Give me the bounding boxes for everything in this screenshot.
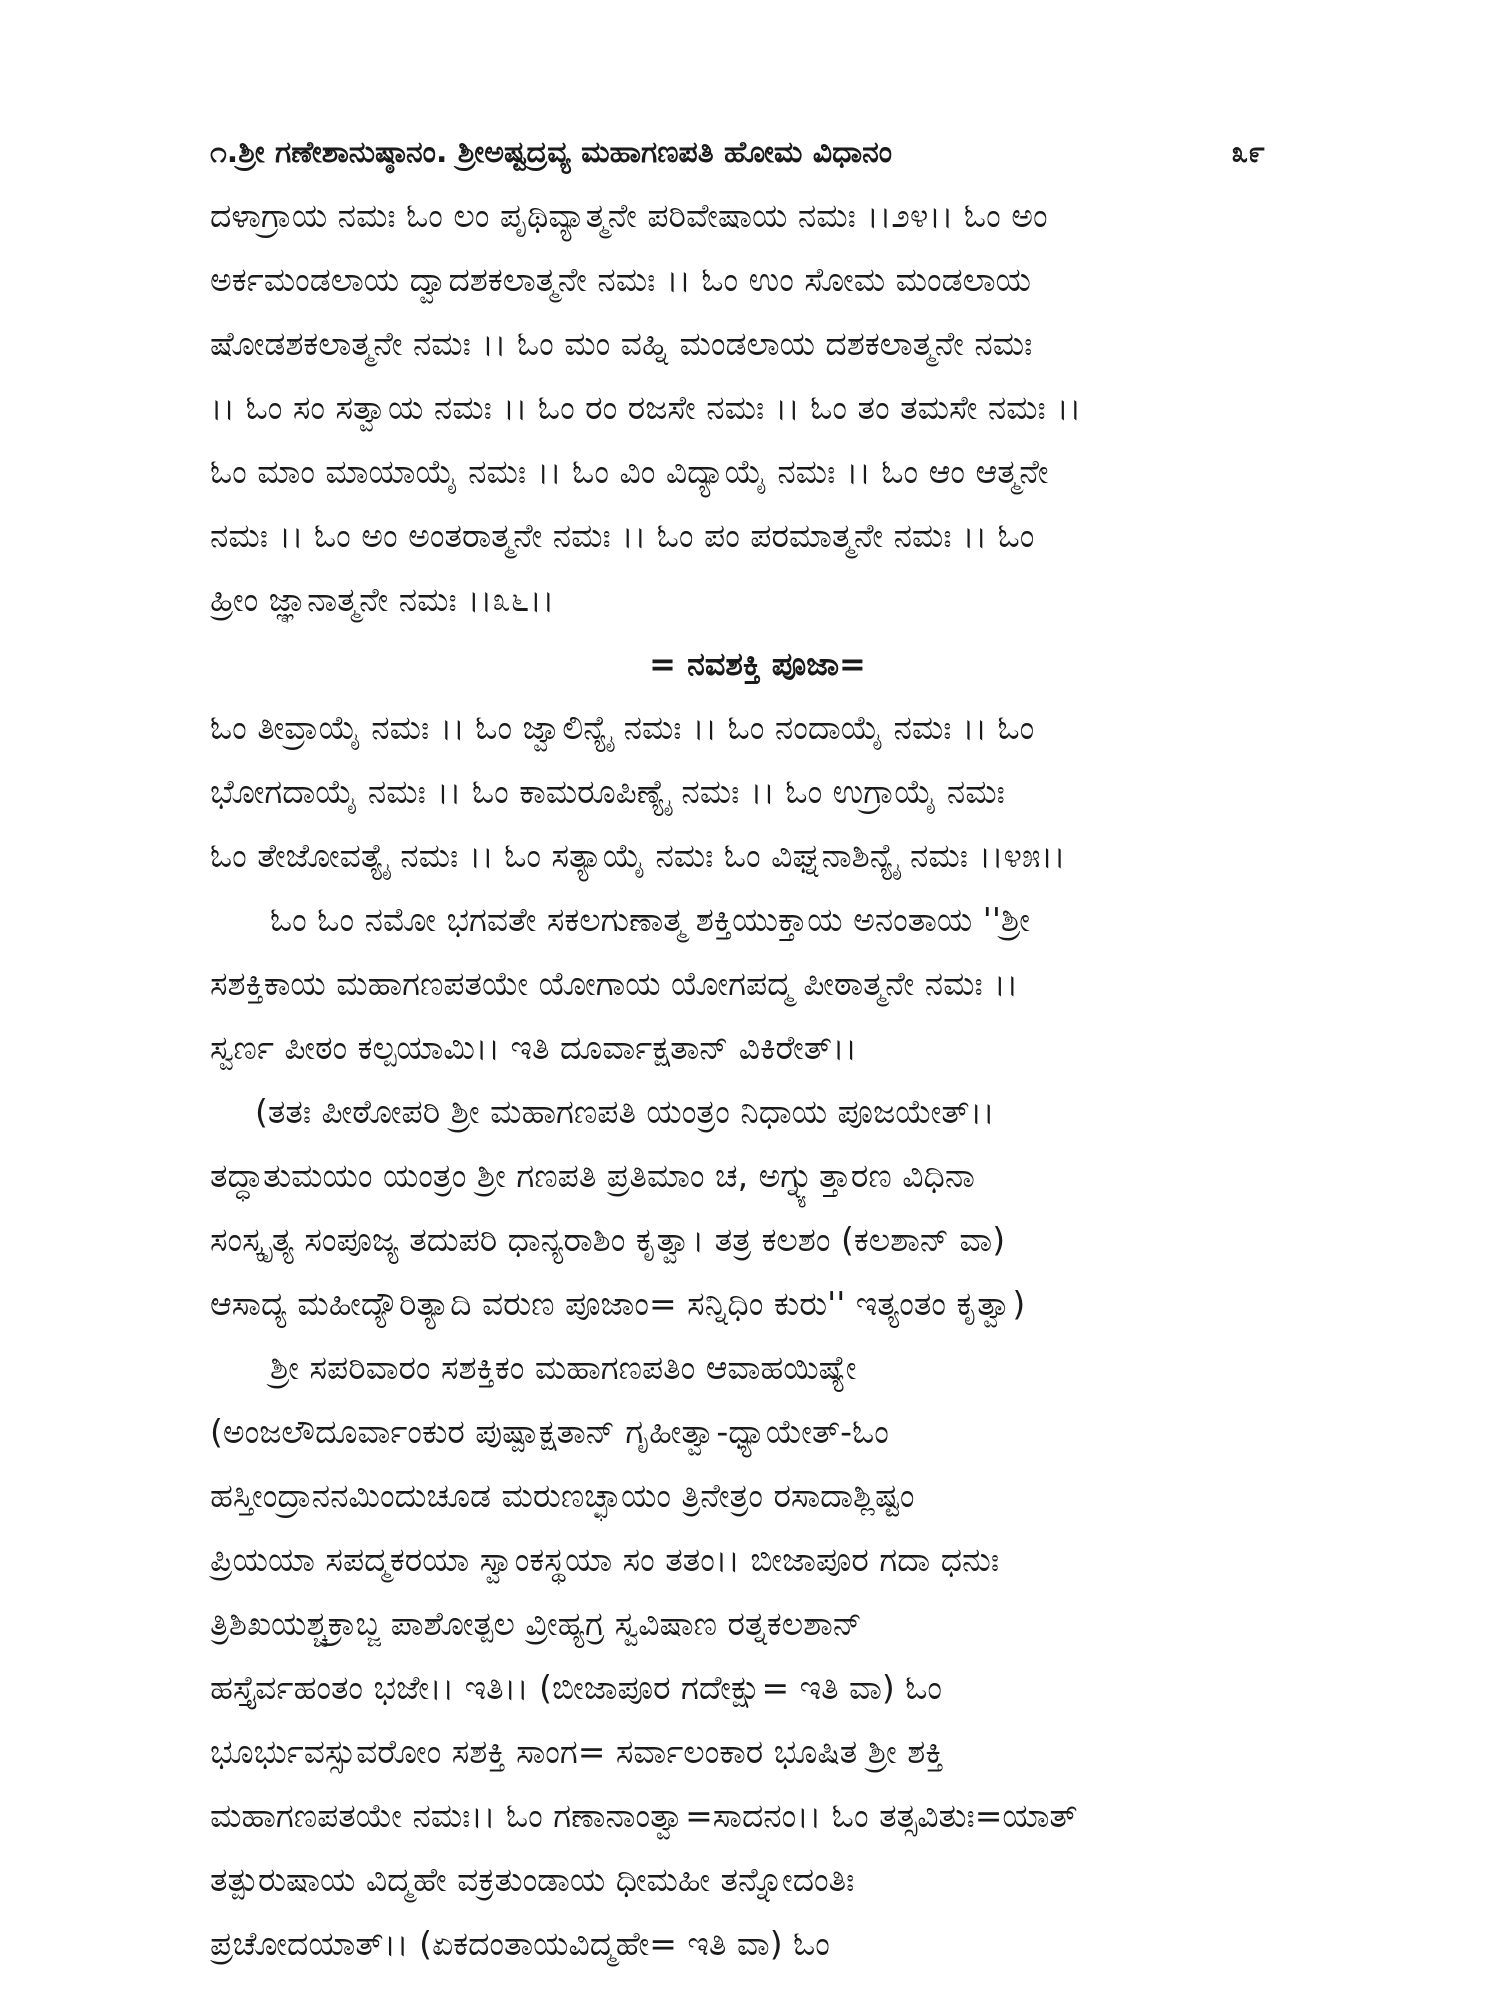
text-line: ಸ್ವರ್ಣ ಪೀಠಂ ಕಲ್ಪಯಾಮಿ।। ಇತಿ ದೂರ್ವಾಕ್ಷತಾನ್ ವಿಕಿರೇತ್।।: [210, 1028, 858, 1067]
text-line: ಓಂ ತೇಜೋವತ್ಯೈ ನಮಃ ।। ಓಂ ಸತ್ಯಾಯೈ ನಮಃ ಓಂ ವಿಘ್ನನಾಶಿನ್ಯೈ ನಮಃ ।।೪೫।।: [210, 836, 1066, 875]
text-line: ನಮಃ ।। ಓಂ ಅಂ ಅಂತರಾತ್ಮನೇ ನಮಃ ।। ಓಂ ಪಂ ಪರಮಾತ್ಮನೇ ನಮಃ ।। ಓಂ: [210, 516, 1035, 555]
book-page: [210, 135, 1305, 1976]
text-line: ಸಶಕ್ತಿಕಾಯ ಮಹಾಗಣಪತಯೇ ಯೋಗಾಯ ಯೋಗಪದ್ಮ ಪೀಠಾತ್ಮನೇ ನಮಃ ।।: [210, 964, 1019, 1003]
text-line: ತ್ರಿಶಿಖಯಶ್ಚಕ್ರಾಬ್ಜ ಪಾಶೋತ್ಪಲ ವ್ರೀಹ್ಯಗ್ರ ಸ್ವವಿಷಾಣ ರತ್ನಕಲಶಾನ್: [210, 1604, 862, 1643]
text-line: ।। ಓಂ ಸಂ ಸತ್ವಾಯ ನಮಃ ।। ಓಂ ರಂ ರಜಸೇ ನಮಃ ।। ಓಂ ತಂ ತಮಸೇ ನಮಃ ।।: [210, 388, 1082, 427]
text-line: ಸಂಸ್ಕೃತ್ಯ ಸಂಪೂಜ್ಯ ತದುಪರಿ ಧಾನ್ಯರಾಶಿಂ ಕೃತ್ವಾ। ತತ್ರ ಕಲಶಂ (ಕಲಶಾನ್ ವಾ): [210, 1220, 1006, 1259]
text-line: ಭೋಗದಾಯೈ ನಮಃ ।। ಓಂ ಕಾಮರೂಪಿಣ್ಯೈ ನಮಃ ।। ಓಂ ಉಗ್ರಾಯೈ ನಮಃ: [210, 772, 1005, 811]
text-line: ಷೋಡಶಕಲಾತ್ಮನೇ ನಮಃ ।। ಓಂ ಮಂ ವಹ್ನಿ ಮಂಡಲಾಯ ದಶಕಲಾತ್ಮನೇ ನಮಃ: [210, 324, 1033, 363]
running-header: [210, 135, 1305, 170]
page-number: ೩೯: [1231, 135, 1265, 170]
text-line: ಹ್ರೀಂ ಜ್ಞಾನಾತ್ಮನೇ ನಮಃ ।।೩೬।।: [210, 580, 555, 619]
section-heading: = ನವಶಕ್ತಿ ಪೂಜಾ=: [649, 645, 866, 683]
text-line: ಓಂ ಓಂ ನಮೋ ಭಗವತೇ ಸಕಲಗುಣಾತ್ಮ ಶಕ್ತಿಯುಕ್ತಾಯ ಅನಂತಾಯ ''ಶ್ರೀ: [270, 900, 1030, 939]
text-line: (ತತಃ ಪೀಠೋಪರಿ ಶ್ರೀ ಮಹಾಗಣಪತಿ ಯಂತ್ರಂ ನಿಧಾಯ ಪೂಜಯೇತ್।।: [255, 1092, 995, 1131]
text-line: ಆಸಾದ್ಯ ಮಹೀದ್ಯೌರಿತ್ಯಾದಿ ವರುಣ ಪೂಜಾಂ= ಸನ್ನಿಧಿಂ ಕುರು'' ಇತ್ಯಂತಂ ಕೃತ್ವಾ): [210, 1284, 1026, 1323]
text-line: ಶ್ರೀ ಸಪರಿವಾರಂ ಸಶಕ್ತಿಕಂ ಮಹಾಗಣಪತಿಂ ಆವಾಹಯಿಷ್ಯೇ: [270, 1348, 857, 1387]
text-line: ಹಸ್ತೈರ್ವಹಂತಂ ಭಜೇ।। ಇತಿ।। (ಬೀಜಾಪೂರ ಗದೇಕ್ಷು= ಇತಿ ವಾ) ಓಂ: [210, 1668, 943, 1707]
text-line: ತತ್ಪುರುಷಾಯ ವಿದ್ಮಹೇ ವಕ್ರತುಂಡಾಯ ಧೀಮಹೀ ತನ್ನೋದಂತಿಃ: [210, 1860, 855, 1899]
text-line: ಭೂರ್ಭುವಸ್ಸುವರೋಂ ಸಶಕ್ತಿ ಸಾಂಗ= ಸರ್ವಾಲಂಕಾರ ಭೂಷಿತ ಶ್ರೀ ಶಕ್ತಿ: [210, 1732, 944, 1771]
text-line: ಹಸ್ತೀಂದ್ರಾನನಮಿಂದುಚೂಡ ಮರುಣಚ್ಛಾಯಂ ತ್ರಿನೇತ್ರಂ ರಸಾದಾಶ್ಲಿಷ್ಟಂ: [210, 1476, 915, 1515]
text-line: ಪ್ರಚೋದಯಾತ್।। (ಏಕದಂತಾಯವಿದ್ಮಹೇ= ಇತಿ ವಾ) ಓಂ: [210, 1924, 830, 1963]
text-line: ಮಹಾಗಣಪತಯೇ ನಮಃ।। ಓಂ ಗಣಾನಾಂತ್ವಾ=ಸಾದನಂ।। ಓಂ ತತ್ಸವಿತುಃ=ಯಾತ್: [210, 1796, 1078, 1835]
text-line: ದಳಾಗ್ರಾಯ ನಮಃ ಓಂ ಲಂ ಪೃಥಿವ್ಯಾತ್ಮನೇ ಪರಿವೇಷಾಯ ನಮಃ ।।೨೪।। ಓಂ ಅಂ: [210, 196, 1048, 235]
text-line: ಪ್ರಿಯಯಾ ಸಪದ್ಮಕರಯಾ ಸ್ವಾಂಕಸ್ಥಯಾ ಸಂ ತತಂ।। ಬೀಜಾಪೂರ ಗದಾ ಧನುಃ: [210, 1540, 1000, 1579]
text-line: ಓಂ ತೀವ್ರಾಯೈ ನಮಃ ।। ಓಂ ಜ್ವಾಲಿನ್ಯೈ ನಮಃ ।। ಓಂ ನಂದಾಯೈ ನಮಃ ।। ಓಂ: [210, 708, 1035, 747]
text-line: ಅರ್ಕಮಂಡಲಾಯ ದ್ವಾದಶಕಲಾತ್ಮನೇ ನಮಃ ।। ಓಂ ಉಂ ಸೋಮ ಮಂಡಲಾಯ: [210, 260, 1032, 299]
header-title: ೧.ಶ್ರೀ ಗಣೇಶಾನುಷ್ಠಾನಂ. ಶ್ರೀಅಷ್ಟದ್ರವ್ಯ ಮಹಾಗಣಪತಿ ಹೋಮ ವಿಧಾನಂ: [210, 135, 893, 170]
text-line: (ಅಂಜಲೌದೂರ್ವಾಂಕುರ ಪುಷ್ಪಾಕ್ಷತಾನ್ ಗೃಹೀತ್ವಾ-ಧ್ಯಾಯೇತ್-ಓಂ: [210, 1412, 889, 1451]
body-text: [210, 184, 1305, 1976]
text-line: ಓಂ ಮಾಂ ಮಾಯಾಯೈ ನಮಃ ।। ಓಂ ವಿಂ ವಿದ್ಯಾಯೈ ನಮಃ ।। ಓಂ ಆಂ ಆತ್ಮನೇ: [210, 452, 1049, 491]
text-line: ತದ್ಧಾತುಮಯಂ ಯಂತ್ರಂ ಶ್ರೀ ಗಣಪತಿ ಪ್ರತಿಮಾಂ ಚ, ಅಗ್ನ್ಯುತ್ತಾರಣ ವಿಧಿನಾ: [210, 1156, 975, 1195]
